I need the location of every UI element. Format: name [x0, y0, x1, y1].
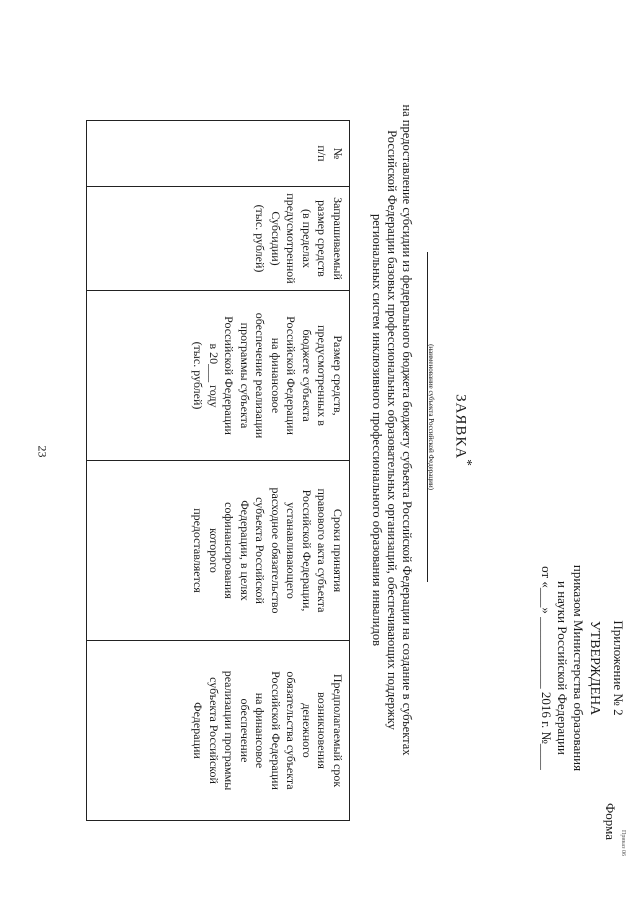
col-requested-amount	[87, 187, 350, 291]
header-cell-line: предусмотренной	[284, 193, 299, 284]
header-cell-line: (в пределах	[300, 209, 314, 268]
header-cell-line: №	[331, 147, 345, 160]
application-table	[86, 120, 350, 821]
header-cell-line: Субсидии)	[269, 211, 283, 266]
header-cell-line: обеспечение реализации	[253, 312, 268, 439]
approval-header	[538, 538, 626, 798]
form-label: Форма	[603, 803, 618, 840]
application-purpose	[369, 40, 414, 820]
header-cell-line: Размер средств,	[331, 335, 345, 416]
header-cell-line: Предполагаемый срок	[331, 673, 345, 788]
col-regional-budget-amount	[87, 291, 350, 461]
header-cell-line: расходное обязательство	[269, 487, 283, 614]
col-legal-act-deadline	[87, 461, 350, 641]
purpose-line-3: региональных систем инклюзивного профессионального образования инвалидов	[370, 213, 384, 646]
rotated-page-content	[20, 0, 640, 860]
order-line-2: и науки Российской Федерации	[555, 580, 570, 755]
header-cell-line: денежного	[300, 703, 314, 758]
page-number: 23	[35, 445, 50, 458]
table-header-row	[87, 121, 350, 821]
header-cell-line: в 20___ году	[207, 343, 221, 408]
col-number	[87, 121, 350, 187]
header-cell-line: Российской Федерации	[222, 316, 237, 435]
header-cell-line: на финансовое	[269, 337, 283, 414]
header-cell-line: предоставляется	[191, 508, 206, 593]
header-cell-line: предусмотренных в	[315, 325, 330, 426]
header-cell-line: устанавливающего	[284, 502, 299, 599]
header-cell-line: Запрашиваемый	[331, 197, 345, 280]
order-line-1: приказом Министерства образования	[571, 564, 586, 772]
header-cell-line: (тыс. рублей)	[191, 341, 206, 410]
title-text: ЗАЯВКА	[452, 394, 469, 460]
col-obligation-date	[87, 641, 350, 821]
purpose-line-1: на предоставление субсидии из федерального бюджета бюджету субъекта Российской Федерации на создание в субъектах	[400, 104, 414, 756]
header-cell-line: Российской Федерации	[269, 671, 283, 790]
header-cell-line: на финансовое	[253, 692, 268, 769]
header-cell-line: субъекта Российской	[207, 677, 221, 784]
header-cell-line: софинансирования	[222, 502, 237, 599]
header-cell-line: субъекта Российской	[253, 497, 268, 604]
purpose-line-2: Российской Федерации базовых профессиональных образовательных организаций, обеспечивающих поддержку	[385, 130, 399, 730]
document-title	[452, 0, 475, 860]
header-cell-line: Федерации	[191, 702, 206, 759]
header-cell-line: реализации программы	[222, 670, 237, 791]
header-cell-line: Федерации, в целях	[238, 500, 252, 601]
header-cell-line: Российской Федерации	[284, 316, 299, 435]
header-cell-line: Российской Федерации,	[300, 489, 314, 612]
header-cell-line: размер средств	[315, 200, 330, 277]
header-cell-line: возникновения	[315, 692, 330, 769]
header-cell-line: обязательства субъекта	[284, 671, 299, 790]
header-cell-line: обеспечение	[238, 698, 252, 763]
subject-name-line	[427, 252, 428, 582]
order-date-line: от «___» ___________ 2016 г. №____	[539, 566, 554, 770]
header-cell-line: Сроки принятия	[331, 508, 345, 593]
appendix-number: Приложение № 2	[611, 620, 626, 716]
approved-heading: УТВЕРЖДЕНА	[587, 620, 602, 716]
subject-name-caption: (наименование субъекта Российской Федерации)	[427, 344, 435, 490]
header-cell-line: (тыс. рублей)	[253, 204, 268, 273]
header-cell-line: правового акта субъекта	[315, 488, 330, 613]
header-cell-line: которого	[207, 528, 221, 573]
header-cell-line: бюджете субъекта	[300, 329, 314, 422]
header-cell-line: п/п	[315, 145, 330, 162]
title-footnote-mark: *	[460, 459, 475, 466]
footer-note: Приказ 06	[620, 830, 626, 856]
header-cell-line: программы субъекта	[238, 322, 252, 429]
